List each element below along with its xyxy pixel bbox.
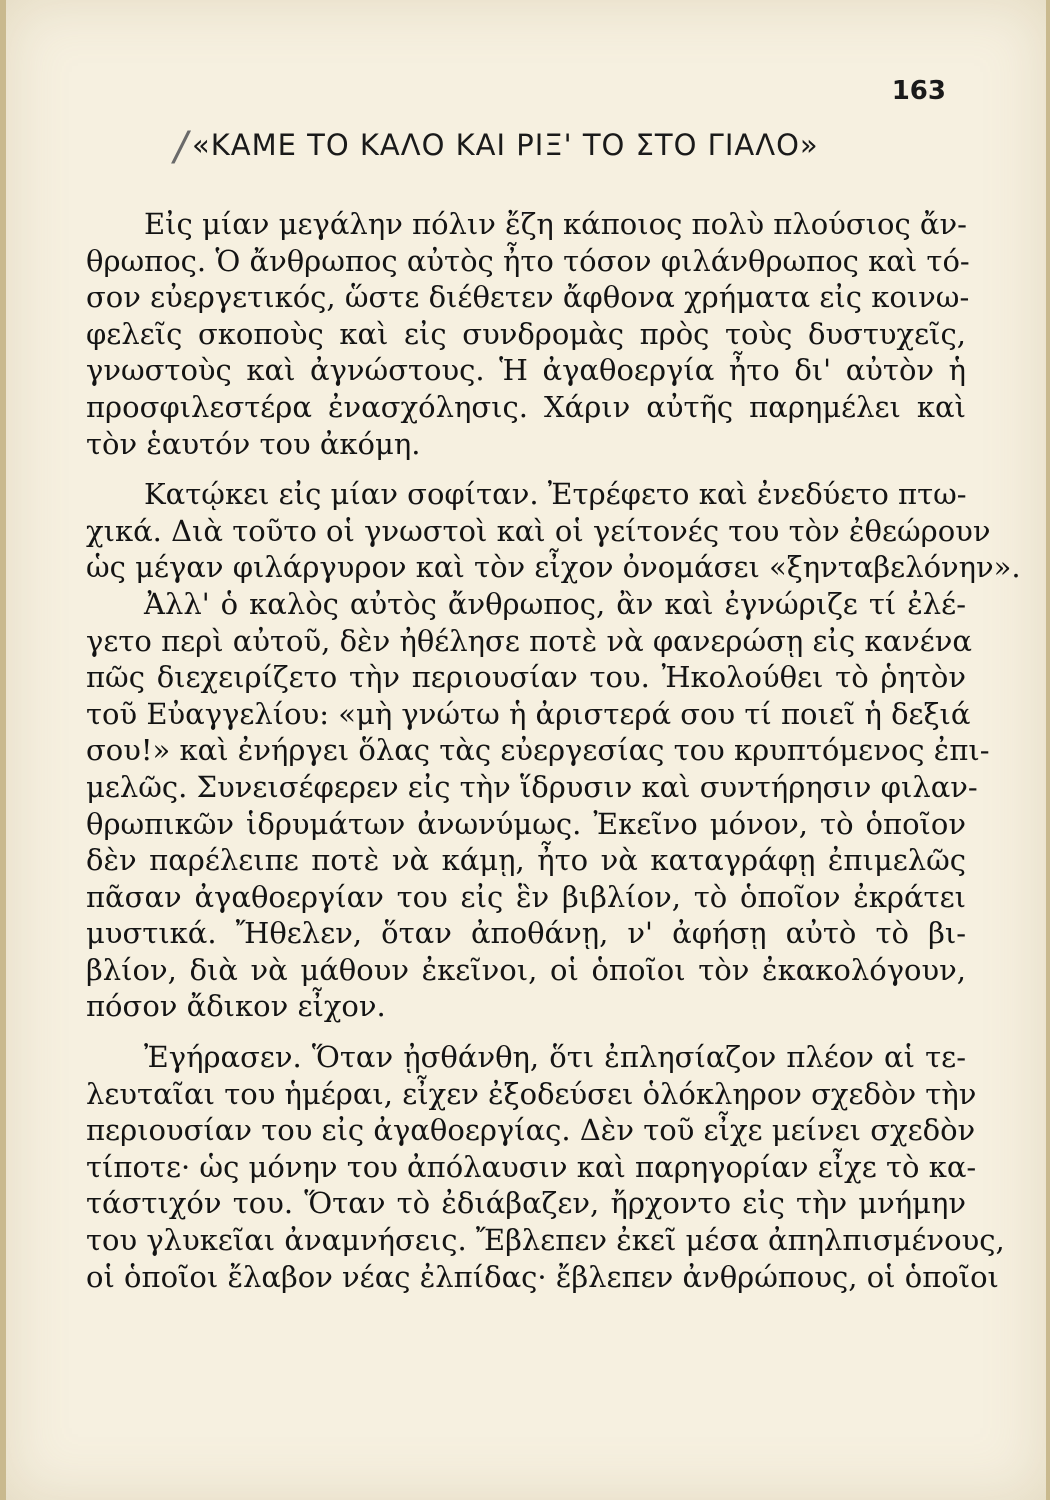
paragraph bbox=[86, 586, 990, 1025]
text-line: τὸν ἑαυτόν του ἀκόμη. bbox=[86, 426, 421, 461]
pencil-mark-icon: / bbox=[174, 124, 188, 170]
text-line: πόσον ἄδικον εἶχον. bbox=[86, 989, 386, 1024]
text-line: οἱ ὁποῖοι ἔλαβον νέας ἐλπίδας· ἔβλεπεν ἀνθρώπους, οἱ ὁποῖοι bbox=[86, 1259, 999, 1294]
text-line: σον εὐεργετικός, ὥστε διέθετεν ἄφθονα χρήματα εἰς κοινω- bbox=[86, 280, 970, 315]
text-line: Κατῴκει εἰς μίαν σοφίταν. Ἐτρέφετο καὶ ἐνεδύετο πτω- bbox=[144, 477, 967, 512]
text-line: λευταῖαι του ἡμέραι, εἶχεν ἐξοδεύσει ὁλόκληρον σχεδὸν τὴν bbox=[86, 1076, 977, 1111]
paragraph bbox=[86, 206, 970, 462]
story-title: «ΚΑΜΕ ΤΟ ΚΑΛΟ ΚΑΙ ΡΙΞ' ΤΟ ΣΤΟ ΓΙΑΛΟ» bbox=[192, 128, 819, 162]
text-line: μελῶς. Συνεισέφερεν εἰς τὴν ἵδρυσιν καὶ συντήρησιν φιλαν- bbox=[86, 769, 978, 804]
page-number: 163 bbox=[891, 76, 946, 106]
paragraph bbox=[86, 1039, 1005, 1295]
text-line: γνωστοὺς καὶ ἀγνώστους. Ἡ ἀγαθοεργία ἦτο δι' αὐτὸν ἡ bbox=[86, 353, 966, 388]
text-line: ὡς μέγαν φιλάργυρον καὶ τὸν εἶχον ὀνομάσει «ξηνταβελόνην». bbox=[86, 550, 1021, 585]
text-line: περιουσίαν του εἰς ἀγαθοεργίας. Δὲν τοῦ εἶχε μείνει σχεδὸν bbox=[86, 1113, 976, 1148]
text-line: δὲν παρέλειπε ποτὲ νὰ κάμῃ, ἦτο νὰ καταγράφῃ ἐπιμελῶς bbox=[86, 843, 966, 878]
story-body bbox=[86, 206, 1021, 1295]
text-line: μυστικά. Ἤθελεν, ὅταν ἀποθάνῃ, ν' ἀφήσῃ αὐτὸ τὸ βι- bbox=[86, 916, 966, 951]
text-line: πῶς διεχειρίζετο τὴν περιουσίαν του. Ἠκολούθει τὸ ῥητὸν bbox=[86, 660, 966, 695]
paragraph bbox=[86, 476, 1021, 586]
text-line: φελεῖς σκοποὺς καὶ εἰς συνδρομὰς πρὸς τοὺς δυστυχεῖς, bbox=[86, 316, 966, 351]
text-line: γετο περὶ αὐτοῦ, δὲν ἠθέλησε ποτὲ νὰ φανερώσῃ εἰς κανένα bbox=[86, 623, 972, 658]
book-page bbox=[6, 0, 1046, 1500]
text-line: χικά. Διὰ τοῦτο οἱ γνωστοὶ καὶ οἱ γείτονές του τὸν ἐθεώρουν bbox=[86, 513, 991, 548]
text-line: προσφιλεστέρα ἐνασχόλησις. Χάριν αὐτῆς παρημέλει καὶ bbox=[86, 389, 966, 424]
text-line: θρωπος. Ὁ ἄνθρωπος αὐτὸς ἦτο τόσον φιλάνθρωπος καὶ τό- bbox=[86, 243, 970, 278]
text-line: Ἐγήρασεν. Ὅταν ᾐσθάνθη, ὅτι ἐπλησίαζον πλέον αἱ τε- bbox=[144, 1040, 966, 1075]
text-line: θρωπικῶν ἱδρυμάτων ἀνωνύμως. Ἐκεῖνο μόνον, τὸ ὁποῖον bbox=[86, 806, 966, 841]
text-line: σου!» καὶ ἐνήργει ὅλας τὰς εὐεργεσίας του κρυπτόμενος ἐπι- bbox=[86, 733, 990, 768]
text-line: του γλυκεῖαι ἀναμνήσεις. Ἔβλεπεν ἐκεῖ μέσα ἀπηλπισμένους, bbox=[86, 1223, 1005, 1258]
text-line: τοῦ Εὐαγγελίου: «μὴ γνώτω ἡ ἀριστερά σου τί ποιεῖ ἡ δεξιά bbox=[86, 696, 971, 731]
text-line: Εἰς μίαν μεγάλην πόλιν ἔζη κάποιος πολὺ πλούσιος ἄν- bbox=[144, 207, 967, 241]
text-line: Ἀλλ' ὁ καλὸς αὐτὸς ἄνθρωπος, ἂν καὶ ἐγνώριζε τί ἐλέ- bbox=[144, 586, 966, 621]
text-line: τίποτε· ὡς μόνην του ἀπόλαυσιν καὶ παρηγορίαν εἶχε τὸ κα- bbox=[86, 1149, 977, 1184]
text-line: βλίον, διὰ νὰ μάθουν ἐκεῖνοι, οἱ ὁποῖοι τὸν ἐκακολόγουν, bbox=[86, 952, 966, 987]
text-line: τάστιχόν του. Ὅταν τὸ ἐδιάβαζεν, ἤρχοντο εἰς τὴν μνήμην bbox=[86, 1186, 966, 1221]
text-line: πᾶσαν ἀγαθοεργίαν του εἰς ἓν βιβλίον, τὸ ὁποῖον ἐκράτει bbox=[86, 879, 966, 914]
